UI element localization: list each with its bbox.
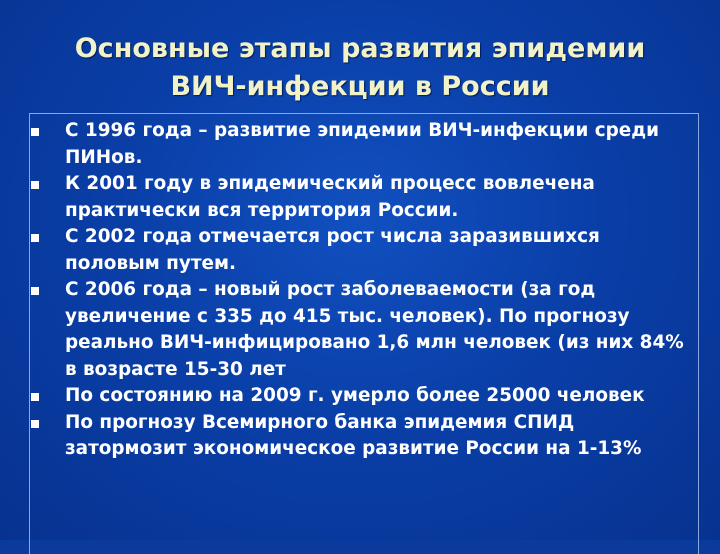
square-bullet-icon bbox=[31, 393, 39, 401]
bullet-text: К 2001 году в эпидемический процесс вовлечена практически вся территория России. bbox=[65, 173, 595, 221]
bullet-text: С 2006 года – новый рост заболеваемости (за год увеличение с 335 до 415 тыс. человек). По прогнозу реально ВИЧ-инфицировано 1,6 млн человек (из них 84% в возрасте 15-30 лет bbox=[65, 279, 684, 380]
bullet-item bbox=[29, 277, 689, 383]
square-bullet-icon bbox=[31, 287, 39, 295]
bullet-text: По прогнозу Всемирного банка эпидемия СПИД затормозит экономическое развитие России на 1-13% bbox=[65, 411, 642, 459]
bullet-item bbox=[29, 383, 689, 410]
square-bullet-icon bbox=[31, 128, 39, 136]
bullet-item bbox=[29, 410, 689, 463]
square-bullet-icon bbox=[31, 420, 39, 428]
slide-title: Основные этапы развития эпидемии ВИЧ-инфекции в России bbox=[74, 33, 646, 102]
bullet-item bbox=[29, 171, 689, 224]
bullet-text: По состоянию на 2009 г. умерло более 25000 человек bbox=[65, 385, 645, 406]
bullet-text: С 1996 года – развитие эпидемии ВИЧ-инфекции среди ПИНов. bbox=[65, 120, 660, 168]
bullet-list bbox=[29, 118, 689, 463]
square-bullet-icon bbox=[31, 234, 39, 242]
bullet-item bbox=[29, 118, 689, 171]
square-bullet-icon bbox=[31, 181, 39, 189]
bullet-item bbox=[29, 224, 689, 277]
bullet-text: С 2002 года отмечается рост числа заразившихся половым путем. bbox=[65, 226, 600, 274]
